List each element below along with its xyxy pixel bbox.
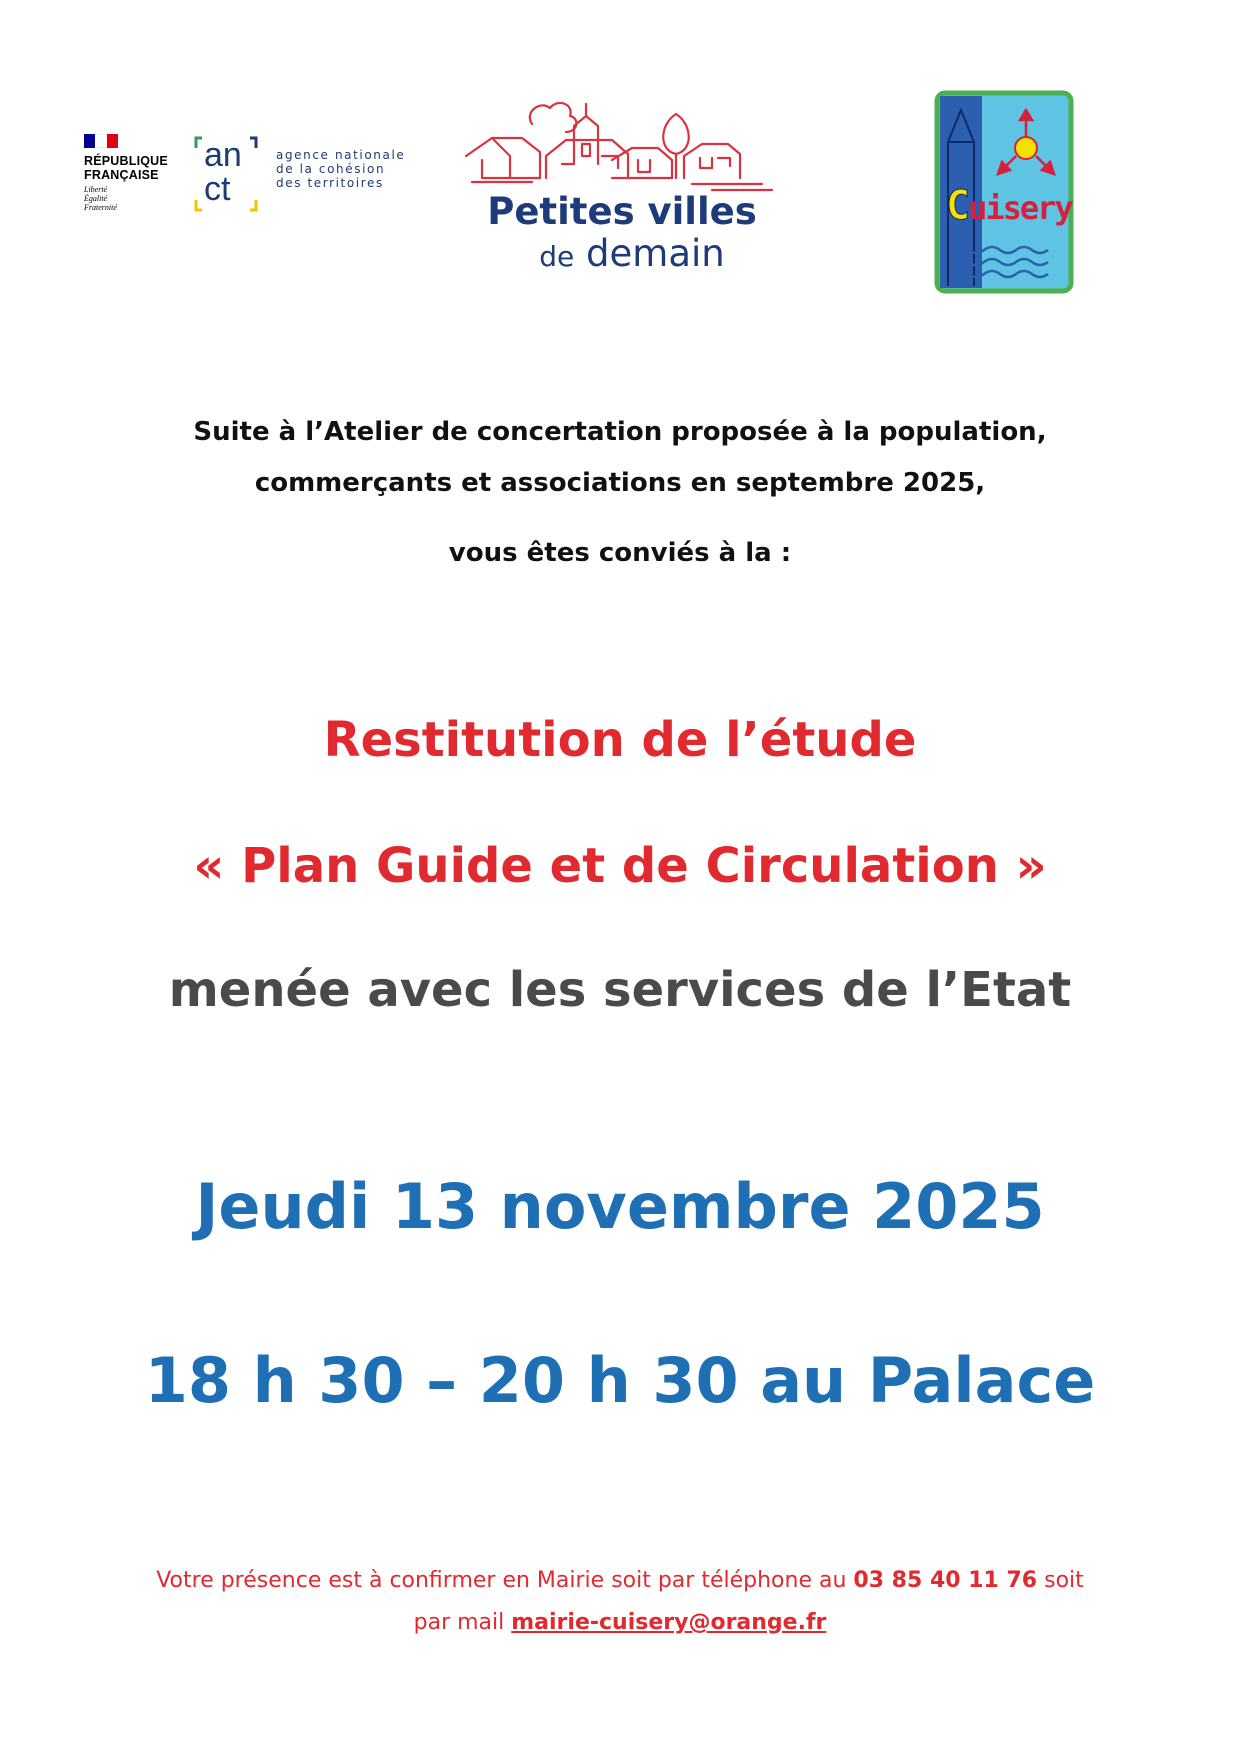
rf-line2: FRANÇAISE bbox=[84, 168, 159, 182]
pvd-line2 bbox=[512, 232, 752, 279]
cuisery-label-first: C bbox=[946, 183, 969, 229]
intro-line1: Suite à l’Atelier de concertation proposée à la population, bbox=[193, 417, 1047, 447]
rf-motto bbox=[84, 185, 180, 212]
rf-line1: RÉPUBLIQUE bbox=[84, 154, 168, 168]
footer-email-link[interactable]: mairie-cuisery@orange.fr bbox=[511, 1610, 827, 1635]
petites-villes-de-demain-logo bbox=[462, 94, 782, 284]
event-date: Jeudi 13 novembre 2025 bbox=[195, 1170, 1045, 1243]
village-drawing-icon bbox=[462, 94, 782, 194]
footer-line1-suffix: soit bbox=[1037, 1568, 1084, 1593]
cuisery-logo bbox=[934, 90, 1074, 294]
anct-mark-top: an bbox=[204, 136, 242, 174]
anct-text bbox=[276, 148, 405, 190]
rf-motto-liberte: Liberté bbox=[84, 185, 108, 194]
event-plan-name: « Plan Guide et de Circulation » bbox=[193, 838, 1047, 894]
rf-motto-fraternite: Fraternité bbox=[84, 203, 117, 212]
pvd-line2-prefix: de bbox=[539, 240, 575, 273]
intro-line2: commerçants et associations en septembre 2025, bbox=[254, 468, 986, 498]
event-title: Restitution de l’étude bbox=[323, 712, 917, 768]
footer-line2 bbox=[60, 1602, 1180, 1644]
anct-mark-bottom: ct bbox=[204, 170, 231, 208]
footer-line1-prefix: Votre présence est à confirmer en Mairie soit par téléphone au bbox=[156, 1568, 854, 1593]
anct-text-line3: des territoires bbox=[276, 176, 384, 190]
cuisery-label bbox=[946, 183, 1072, 229]
anct-logo bbox=[192, 134, 412, 216]
pvd-line2-main: demain bbox=[586, 232, 725, 275]
anct-text-line1: agence nationale bbox=[276, 148, 406, 162]
event-partner: menée avec les services de l’Etat bbox=[168, 962, 1072, 1018]
anct-text-line2: de la cohésion bbox=[276, 162, 386, 176]
french-flag-icon bbox=[84, 134, 118, 148]
event-time-place: 18 h 30 – 20 h 30 au Palace bbox=[144, 1344, 1096, 1417]
pvd-line1: Petites villes bbox=[487, 190, 757, 233]
anct-mark bbox=[192, 134, 262, 216]
footer-line1 bbox=[60, 1560, 1180, 1602]
intro-line3: vous êtes conviés à la : bbox=[448, 538, 792, 568]
cuisery-label-rest: uisery bbox=[968, 189, 1072, 227]
footer-phone: 03 85 40 11 76 bbox=[853, 1568, 1038, 1593]
footer-line2-prefix: par mail bbox=[413, 1610, 512, 1635]
rf-motto-egalite: Égalité bbox=[84, 194, 108, 203]
republique-francaise-logo bbox=[84, 134, 180, 216]
